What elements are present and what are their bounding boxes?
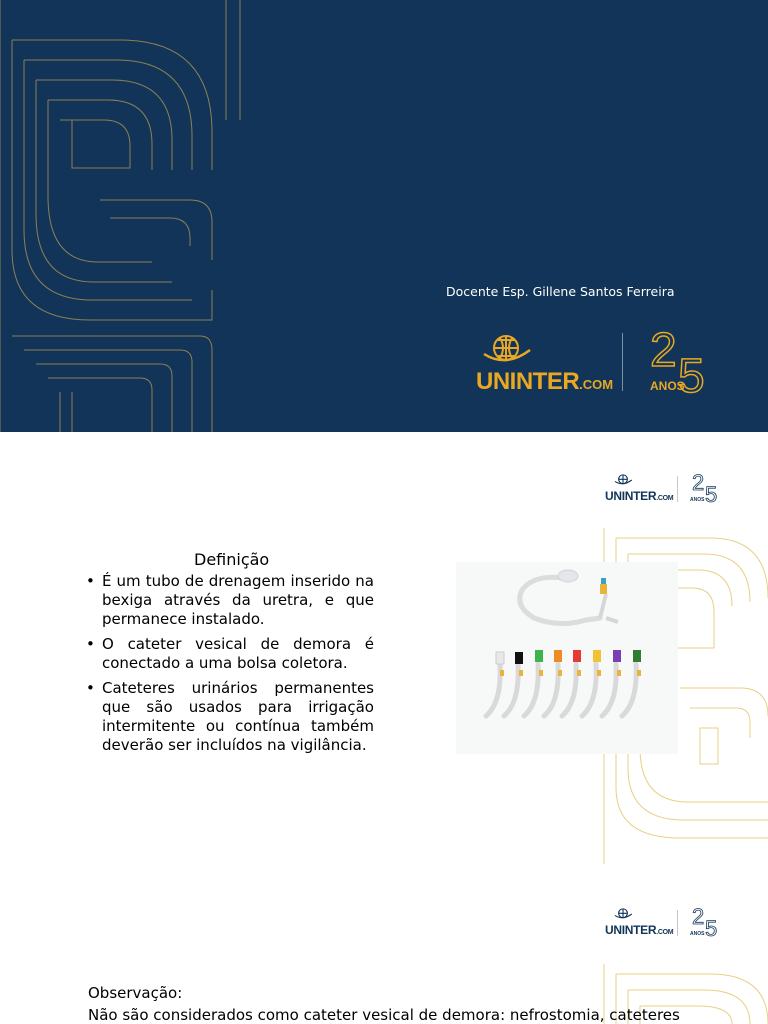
globe-logo-icon — [476, 330, 536, 370]
anniversary-25-logo — [690, 906, 730, 940]
list-item: • O cateter vesical de demora é conectado a uma bolsa coletora. — [86, 635, 374, 673]
list-item: • Cateteres urinários permanentes que são usados para irrigação intermitente ou contínua também deverão ser incluídos na vigilância. — [86, 679, 374, 755]
anniversary-digit-5: 5 — [678, 350, 705, 398]
slide-title: Observação: — [88, 984, 183, 1002]
observation-text: Não são considerados como cateter vesical de demora: nefrostomia, cateteres — [88, 1006, 680, 1024]
observation-slide — [0, 864, 768, 1024]
anniversary-digit-2: 2 — [692, 472, 705, 495]
title-slide — [0, 0, 768, 432]
globe-logo-icon — [612, 472, 634, 488]
logo-divider — [677, 910, 678, 936]
logo-divider — [677, 476, 678, 502]
anniversary-digit-5: 5 — [705, 482, 718, 506]
list-item: • É um tubo de drenagem inserido na bexiga através da uretra, e que permanece instalado. — [86, 572, 374, 629]
definition-list — [86, 572, 374, 761]
anniversary-25-logo — [690, 472, 730, 506]
logo-divider — [622, 333, 623, 391]
slide-title: Definição — [194, 550, 270, 569]
globe-logo-icon — [612, 906, 634, 922]
uninter-wordmark: UNINTER.COM — [476, 368, 614, 395]
anniversary-digit-2: 2 — [692, 906, 705, 929]
anniversary-25-logo — [648, 326, 728, 398]
catheter-image — [456, 562, 678, 754]
presenter-name: Docente Esp. Gillene Santos Ferreira — [446, 284, 675, 299]
uninter-wordmark: UNINTER.COM — [605, 923, 674, 937]
anniversary-label: ANOS — [690, 931, 705, 937]
decorative-line-pattern — [0, 0, 260, 432]
anniversary-label: ANOS — [690, 497, 705, 503]
anniversary-label: ANOS — [650, 379, 685, 393]
anniversary-digit-5: 5 — [705, 916, 718, 940]
uninter-wordmark: UNINTER.COM — [605, 489, 674, 503]
definition-slide — [0, 432, 768, 864]
anniversary-digit-2: 2 — [650, 326, 677, 377]
